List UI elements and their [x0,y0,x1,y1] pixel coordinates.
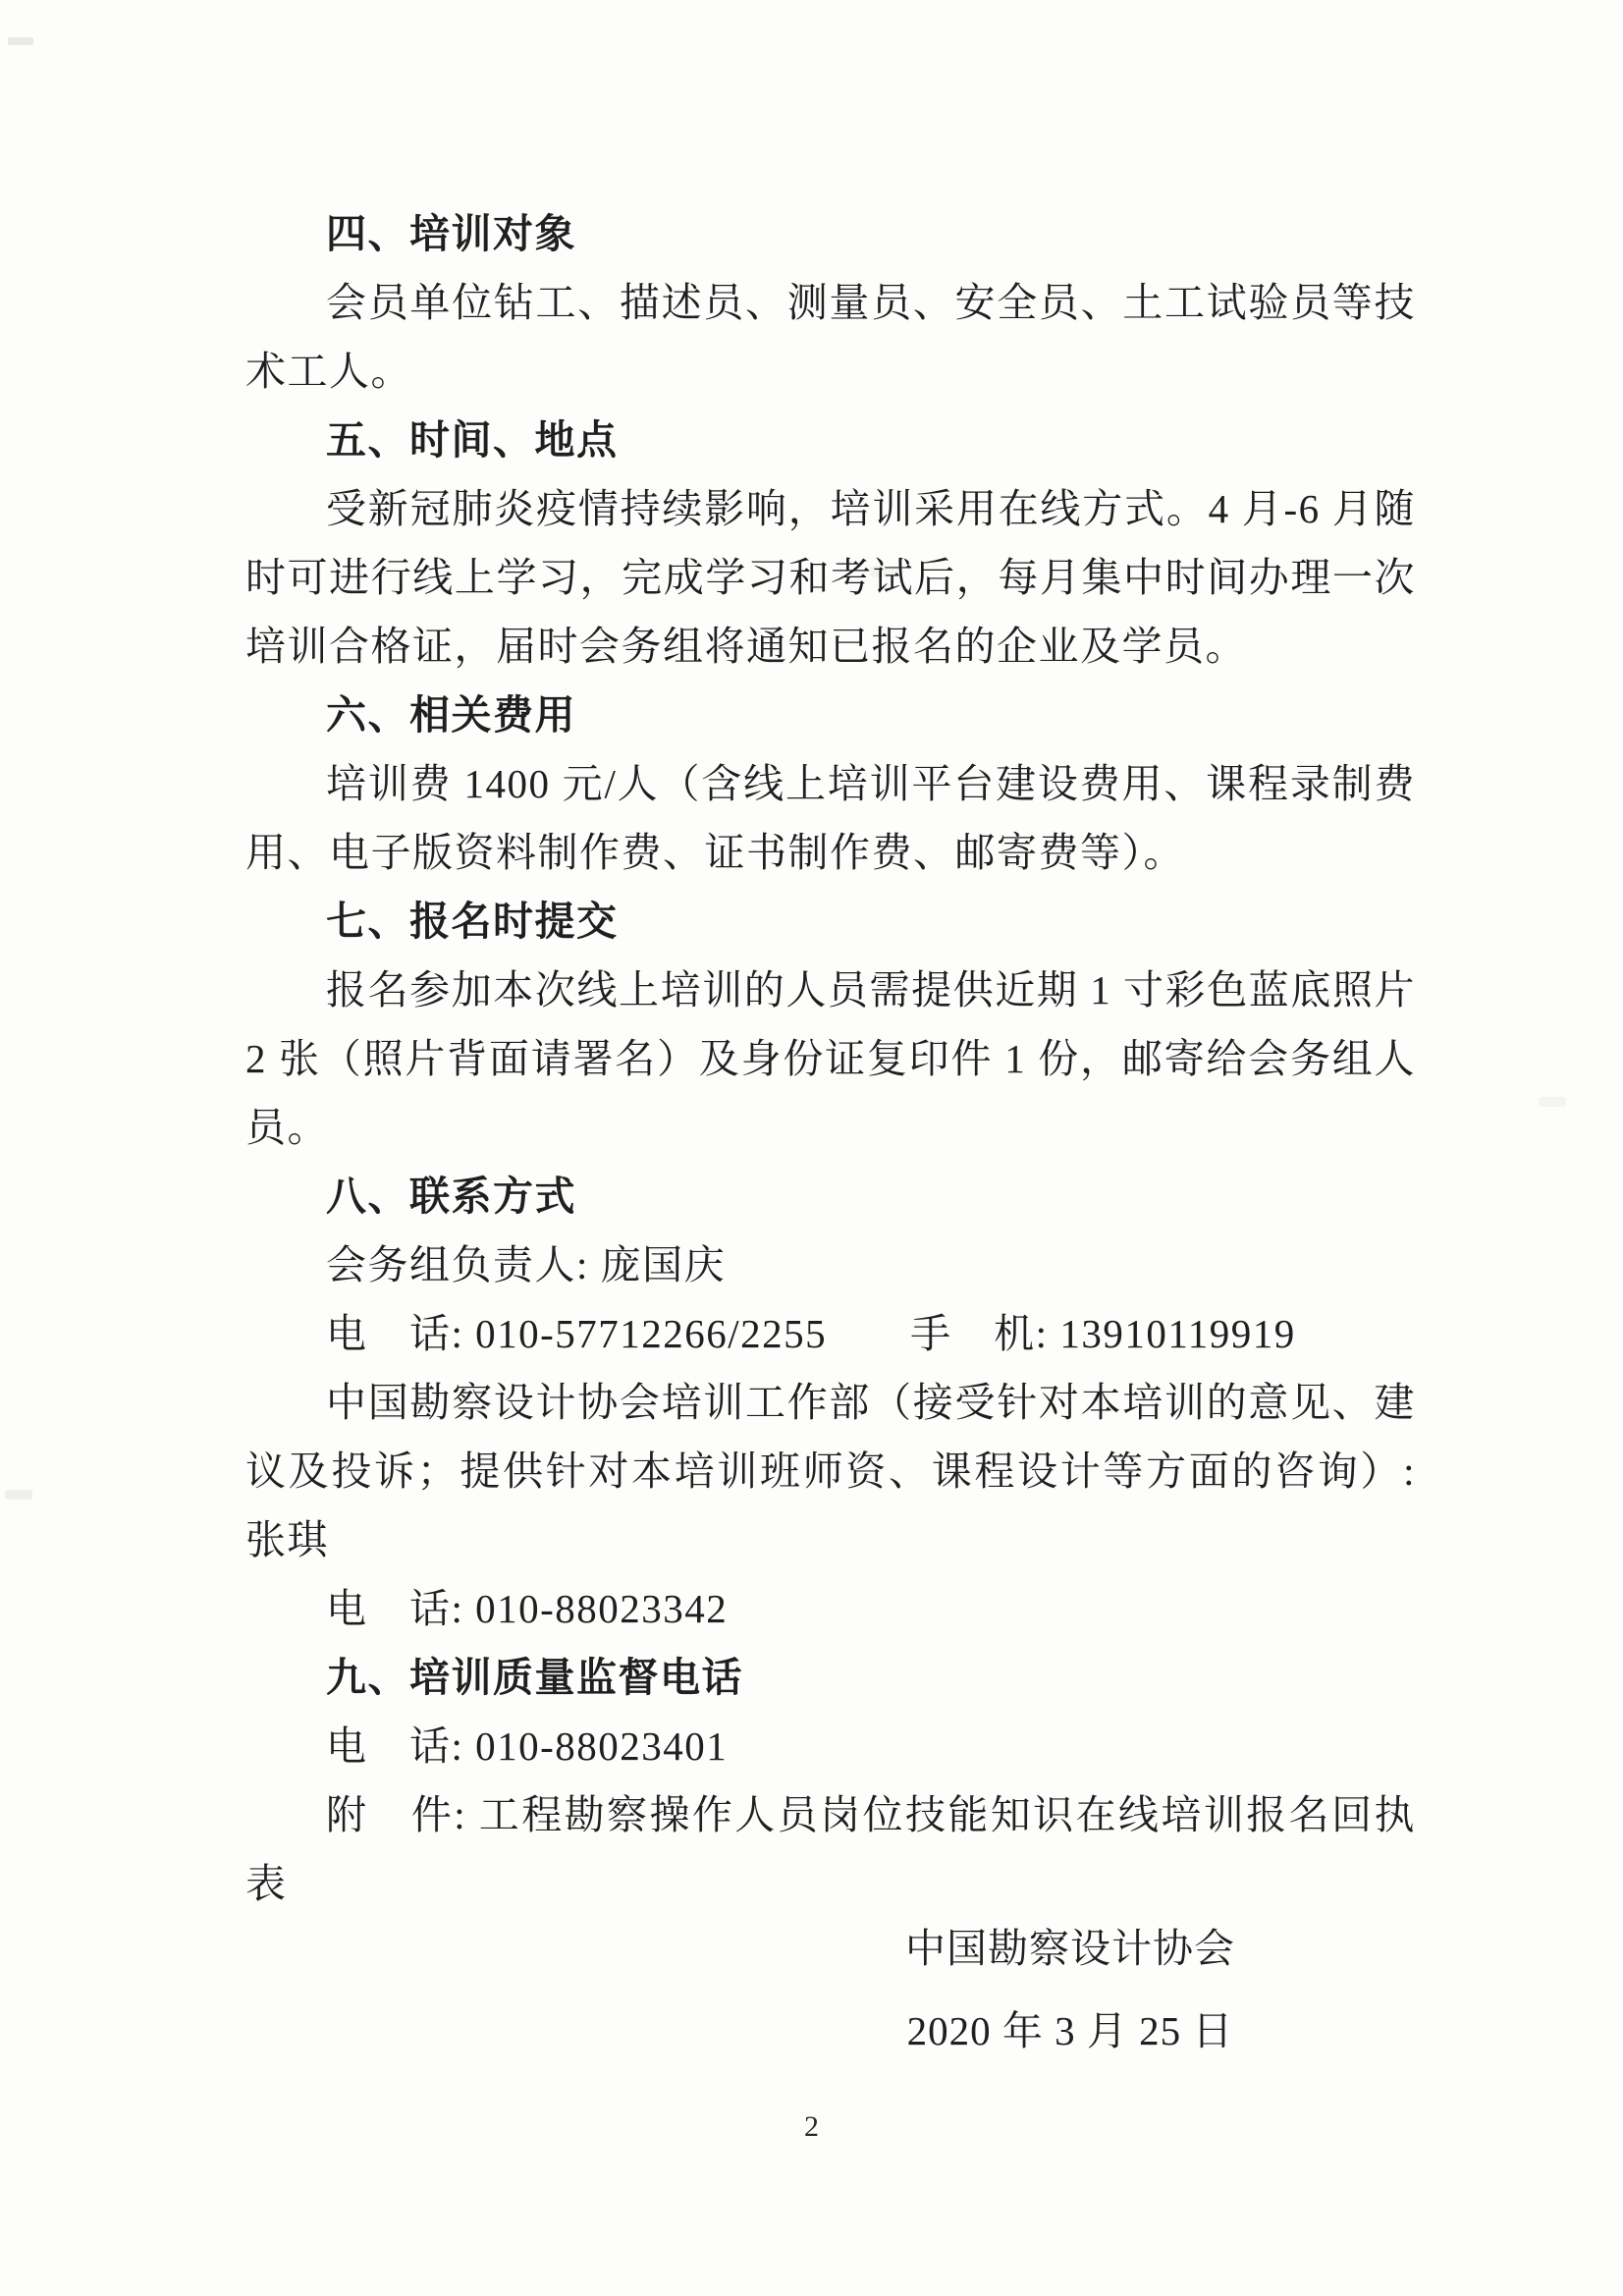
body-paragraph: 中国勘察设计协会培训工作部（接受针对本培训的意见、建议及投诉；提供针对本培训班师资、课程设计等方面的咨询）: 张琪 [245,1380,1416,1562]
body-paragraph: 培训费 1400 元/人（含线上培训平台建设费用、课程录制费用、电子版资料制作费、证书制作费、邮寄费等）。 [245,761,1416,875]
section-heading: 七、报名时提交 [326,899,619,944]
body-paragraph: 会员单位钻工、描述员、测量员、安全员、土工试验员等技术工人。 [245,280,1416,394]
document-body [245,199,1416,1918]
body-paragraph: 附 件: 工程勘察操作人员岗位技能知识在线培训报名回执表 [245,1792,1416,1906]
body-paragraph: 电 话: 010-88023342 [326,1586,729,1631]
body-paragraph: 受新冠肺炎疫情持续影响，培训采用在线方式。4 月-6 月随时可进行线上学习，完成学习和考试后，每月集中时间办理一次培训合格证，届时会务组将通知已报名的企业及学员。 [245,486,1416,669]
body-paragraph: 电 话: 010-57712266/2255 手 机: 13910119919 [326,1311,1296,1356]
section-heading: 八、联系方式 [326,1174,576,1219]
section-heading: 五、时间、地点 [326,417,619,463]
section-heading: 四、培训对象 [326,211,576,256]
body-paragraph: 电 话: 010-88023401 [326,1723,729,1769]
signature-date: 2020 年 3 月 25 日 [906,2008,1234,2053]
page-number: 2 [804,2110,819,2143]
body-paragraph: 会务组负责人: 庞国庆 [326,1242,727,1287]
section-heading: 六、相关费用 [326,692,576,738]
body-paragraph: 报名参加本次线上培训的人员需提供近期 1 寸彩色蓝底照片 2 张（照片背面请署名）及身份证复印件 1 份，邮寄给会务组人员。 [245,967,1416,1150]
section-heading: 九、培训质量监督电话 [326,1655,743,1700]
signature-block [884,1907,1257,2072]
signature-organization: 中国勘察设计协会 [905,1926,1235,1971]
